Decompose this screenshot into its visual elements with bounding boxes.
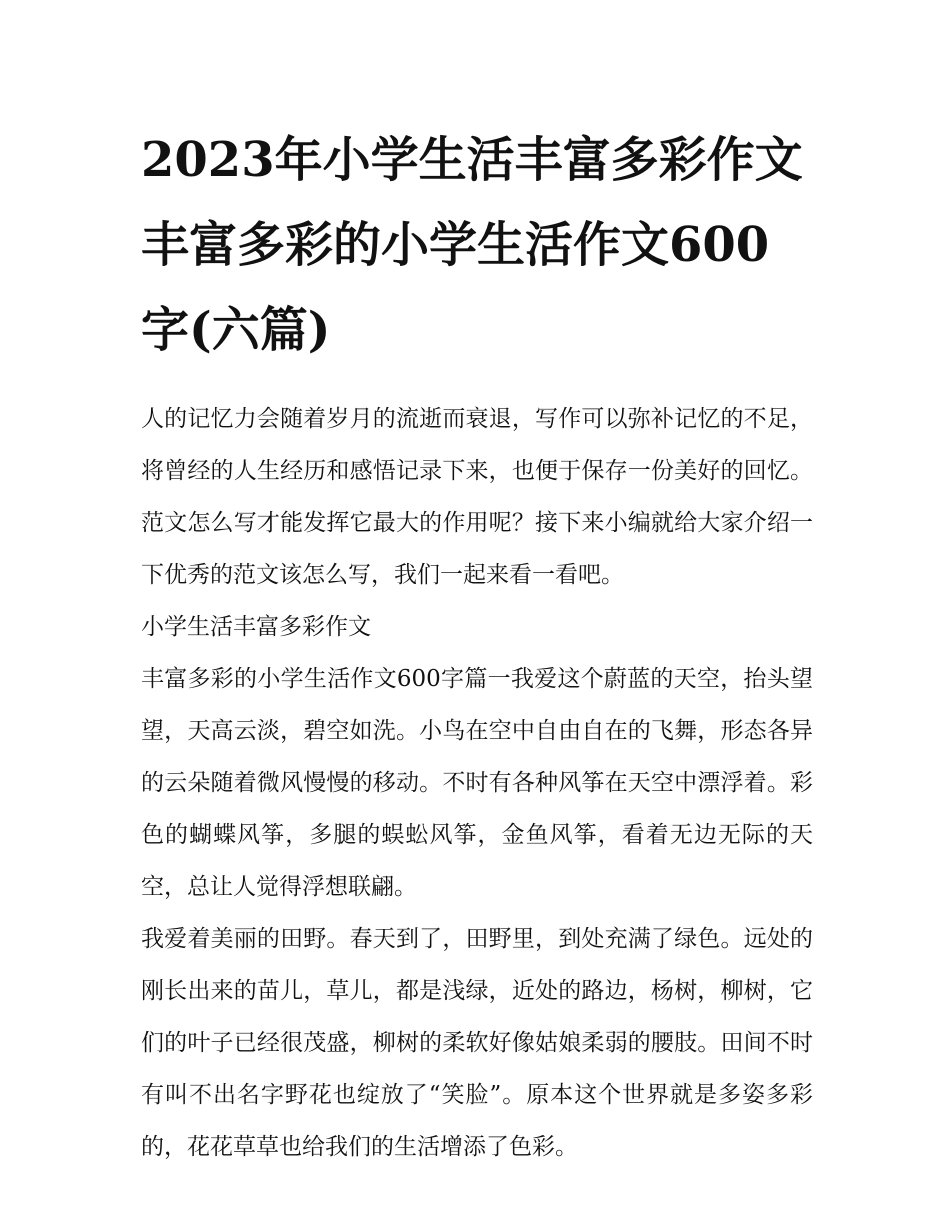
essay-paragraph-1: 丰富多彩的小学生活作文600字篇一我爱这个蔚蓝的天空，抬头望望，天高云淡，碧空如洗。小鸟在空中自由自在的飞舞，形态各异的云朵随着微风慢慢的移动。不时有各种风筝在天空中漂浮着。彩色的蝴蝶风筝，多腿的蜈蚣风筝，金鱼风筝，看着无边无际的天空，总让人觉得浮想联翩。 — [141, 666, 813, 900]
document-title: 2023年小学生活丰富多彩作文 丰富多彩的小学生活作文600字(六篇) — [141, 132, 803, 358]
essay-paragraph-2: 我爱着美丽的田野。春天到了，田野里，到处充满了绿色。远处的刚长出来的苗儿，草儿，都是浅绿，近处的路边，杨树，柳树，它们的叶子已经很茂盛，柳树的柔软好像姑娘柔弱的腰肢。田间不时有叫不出名字野花也绽放了“笑脸”。原本这个世界就是多姿多彩的，花花草草也给我们的生活增添了色彩。 — [141, 926, 813, 1160]
section-heading: 小学生活丰富多彩作文 — [141, 614, 371, 640]
intro-paragraph: 人的记忆力会随着岁月的流逝而衰退，写作可以弥补记忆的不足，将曾经的人生经历和感悟记录下来，也便于保存一份美好的回忆。范文怎么写才能发挥它最大的作用呢？接下来小编就给大家介绍一下优秀的范文该怎么写，我们一起来看一看吧。 — [141, 406, 813, 588]
document-page — [141, 118, 813, 1173]
document-body — [141, 393, 813, 1173]
